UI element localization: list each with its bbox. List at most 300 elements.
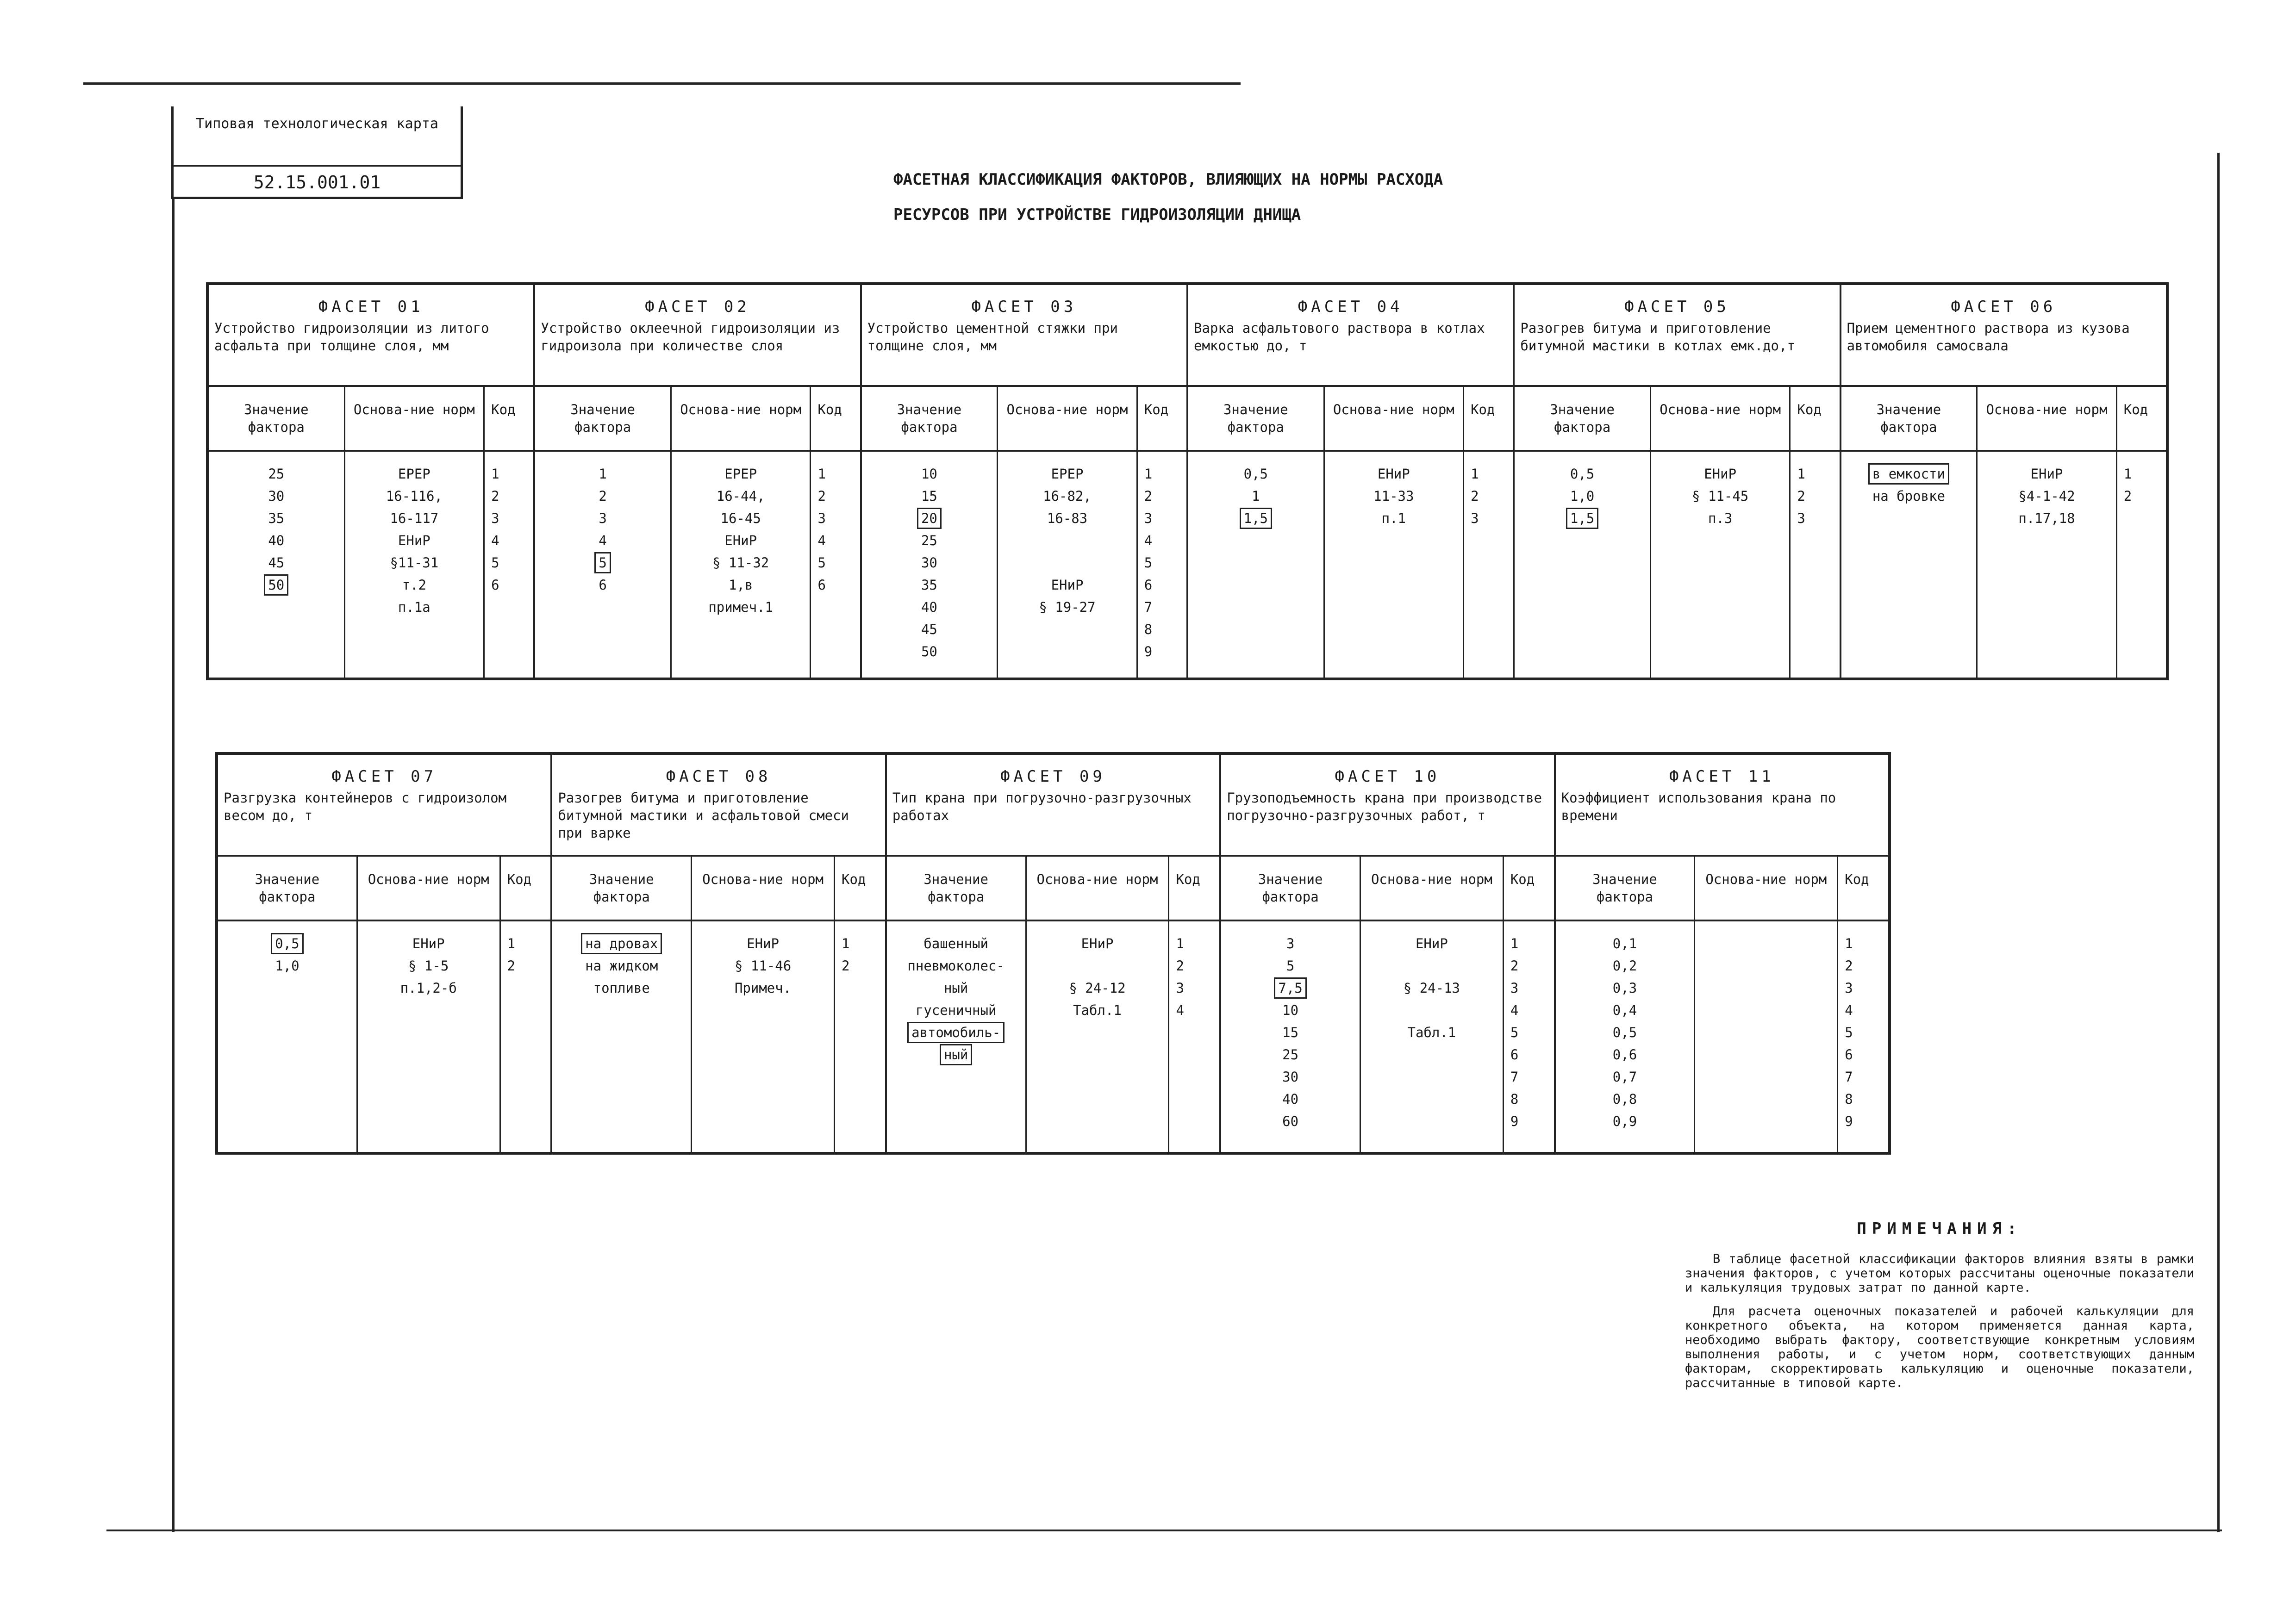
facet-02	[535, 285, 861, 678]
values-column	[1841, 452, 1978, 678]
column-header-value: Значение фактора	[1556, 857, 1696, 920]
facet-title: ФАСЕТ 10	[1335, 767, 1441, 786]
basis-line: 16-82,	[1043, 488, 1092, 504]
column-header-value: Значение фактора	[862, 387, 998, 450]
basis-line: §4-1-42	[2018, 488, 2075, 504]
basis-line: Примеч.	[734, 980, 792, 996]
column-header-value: Значение фактора	[1188, 387, 1325, 450]
code-value: 7	[1144, 599, 1153, 615]
facet-description: Устройство гидроизоляции из литого асфальта при толщине слоя, мм	[214, 320, 489, 354]
facet-description: Коэффициент использования крана по времени	[1561, 790, 1836, 823]
facet-description: Разогрев битума и приготовление битумной мастики в котлах емк.до,т	[1520, 320, 1795, 354]
code-value: 4	[1144, 533, 1153, 548]
basis-column	[1978, 452, 2117, 678]
values-column	[1556, 921, 1696, 1152]
basis-line: § 24-13	[1403, 980, 1460, 996]
factor-value: 4	[599, 533, 607, 548]
facet-description: Разогрев битума и приготовление битумной мастики и асфальтовой смеси при варке	[558, 790, 849, 841]
code-value: 1	[817, 466, 826, 482]
code-value: 2	[507, 958, 516, 974]
facet-body	[1841, 452, 2166, 678]
column-header-code: Код	[507, 871, 532, 887]
code-value: 2	[817, 488, 826, 504]
code-value: 6	[491, 577, 499, 593]
code-value: 5	[817, 555, 826, 571]
code-value: 6	[1845, 1047, 1853, 1063]
basis-line: § 11-46	[734, 958, 792, 974]
code-value: 1	[1176, 936, 1184, 951]
column-header-code: Код	[842, 871, 866, 887]
code-value: 4	[1510, 1002, 1519, 1018]
facet-title: ФАСЕТ 02	[645, 298, 750, 316]
code-value: 4	[1845, 1002, 1853, 1018]
facet-header	[1556, 755, 1888, 857]
factor-value: 0,5	[1243, 466, 1268, 482]
basis-line: ЕНиР	[412, 936, 445, 951]
values-column	[1188, 452, 1325, 678]
factor-value: 7,5	[1274, 977, 1306, 999]
factor-value: 40	[1282, 1091, 1299, 1107]
factor-value: 0,7	[1612, 1069, 1637, 1085]
factor-value: на бровке	[1872, 488, 1945, 504]
code-value: 3	[1144, 510, 1153, 526]
factor-value: на жидком	[585, 958, 658, 974]
code-value: 2	[1144, 488, 1153, 504]
factor-value: 50	[921, 644, 937, 659]
facet-column-headers	[209, 387, 533, 452]
code-value: 3	[1845, 980, 1853, 996]
basis-line: ЕНиР	[1415, 936, 1448, 951]
column-header-code: Код	[491, 402, 516, 417]
facet-03	[862, 285, 1188, 678]
basis-line: ЕНиР	[2030, 466, 2063, 482]
code-value: 3	[1471, 510, 1479, 526]
factor-value: топливе	[593, 980, 650, 996]
stamp-code: 52.15.001.01	[253, 172, 381, 193]
facet-title: ФАСЕТ 08	[666, 767, 772, 786]
facet-header	[218, 755, 550, 857]
factor-value: 0,5	[1612, 1025, 1637, 1040]
values-column	[535, 452, 672, 678]
factor-value: башенный	[923, 936, 989, 951]
values-column	[552, 921, 692, 1152]
top-border	[83, 82, 1241, 85]
code-value: 1	[507, 936, 516, 951]
factor-value: 1,5	[1566, 508, 1598, 529]
column-header-value: Значение фактора	[218, 857, 358, 920]
factor-value: 40	[921, 599, 937, 615]
facet-column-headers	[1515, 387, 1839, 452]
facet-column-headers	[1841, 387, 2166, 452]
factor-value: 45	[268, 555, 285, 571]
basis-line: 1,в	[728, 577, 753, 593]
column-header-code: Код	[1144, 402, 1169, 417]
document-title-line1: ФАСЕТНАЯ КЛАССИФИКАЦИЯ ФАКТОРОВ, ВЛИЯЮЩИХ НА НОРМЫ РАСХОДА	[893, 170, 1443, 189]
codes-column	[1504, 921, 1554, 1152]
code-value: 6	[1510, 1047, 1519, 1063]
basis-line: п.3	[1708, 510, 1733, 526]
column-header-code: Код	[817, 402, 842, 417]
facet-header	[535, 285, 860, 387]
basis-column	[1651, 452, 1791, 678]
basis-line: ЕНиР	[1704, 466, 1737, 482]
code-value: 2	[842, 958, 850, 974]
document-title	[893, 162, 1588, 232]
facet-title: ФАСЕТ 11	[1669, 767, 1775, 786]
code-value: 8	[1845, 1091, 1853, 1107]
factor-value: ный	[943, 980, 968, 996]
codes-column	[1138, 452, 1186, 678]
title-stamp	[171, 106, 463, 199]
facet-body	[209, 452, 533, 678]
column-header-basis: Основа-ние норм	[1361, 857, 1504, 920]
code-value: 4	[817, 533, 826, 548]
basis-line: 16-45	[720, 510, 761, 526]
facet-07	[218, 755, 552, 1152]
basis-line: § 19-27	[1039, 599, 1096, 615]
notes-heading: ПРИМЕЧАНИЯ:	[1857, 1219, 2022, 1238]
code-value: 5	[491, 555, 499, 571]
notes-paragraph-1: В таблице фасетной классификации факторов влияния взяты в рамки значения факторов, с учетом которых рассчитаны оценочные показатели и калькуляция трудовых затрат по данной карте.	[1685, 1252, 2194, 1295]
factor-value: 35	[921, 577, 937, 593]
right-border	[2217, 153, 2220, 1532]
facet-title: ФАСЕТ 07	[331, 767, 437, 786]
code-value: 4	[491, 533, 499, 548]
facet-table-row2	[215, 752, 1891, 1155]
factor-value: ный	[940, 1044, 972, 1065]
codes-column	[811, 452, 860, 678]
factor-value: в емкости	[1868, 463, 1949, 485]
code-value: 2	[1845, 958, 1853, 974]
basis-line: п.1,2-б	[400, 980, 457, 996]
code-value: 7	[1845, 1069, 1853, 1085]
factor-value: 1,0	[1570, 488, 1595, 504]
factor-value: 3	[1286, 936, 1295, 951]
facet-09	[887, 755, 1221, 1152]
code-value: 6	[817, 577, 826, 593]
column-header-value: Значение фактора	[535, 387, 672, 450]
column-header-basis: Основа-ние норм	[1978, 387, 2117, 450]
basis-line: 11-33	[1373, 488, 1414, 504]
basis-line: § 1-5	[408, 958, 449, 974]
factor-value: 30	[1282, 1069, 1299, 1085]
factor-value: 15	[921, 488, 937, 504]
code-value: 1	[1797, 466, 1805, 482]
code-value: 3	[1797, 510, 1805, 526]
facet-header	[1188, 285, 1513, 387]
codes-column	[501, 921, 551, 1152]
factor-value: 5	[594, 552, 611, 573]
facet-column-headers	[1556, 857, 1888, 921]
facet-header	[1515, 285, 1839, 387]
codes-column	[1169, 921, 1219, 1152]
facet-title: ФАСЕТ 05	[1624, 298, 1730, 316]
codes-column	[2117, 452, 2166, 678]
facet-body	[535, 452, 860, 678]
code-value: 3	[1510, 980, 1519, 996]
basis-line: § 24-12	[1069, 980, 1126, 996]
basis-line: ЕРЕР	[398, 466, 430, 482]
basis-line: ЕНиР	[1081, 936, 1114, 951]
factor-value: 0,6	[1612, 1047, 1637, 1063]
facet-body	[552, 921, 885, 1152]
facet-table-row1	[206, 282, 2169, 680]
code-value: 9	[1144, 644, 1153, 659]
basis-column	[1361, 921, 1504, 1152]
facet-body	[862, 452, 1186, 678]
facet-05	[1515, 285, 1841, 678]
column-header-code: Код	[1797, 402, 1822, 417]
facet-body	[887, 921, 1219, 1152]
facet-title: ФАСЕТ 06	[1951, 298, 2057, 316]
basis-line: Табл.1	[1407, 1025, 1456, 1040]
basis-column	[358, 921, 501, 1152]
factor-value: 1	[1252, 488, 1260, 504]
column-header-value: Значение фактора	[1221, 857, 1361, 920]
basis-column	[672, 452, 811, 678]
basis-line	[1003, 529, 1132, 552]
code-value: 2	[1176, 958, 1184, 974]
values-column	[1515, 452, 1651, 678]
factor-value: 50	[264, 574, 288, 596]
code-value: 9	[1845, 1113, 1853, 1129]
facet-body	[218, 921, 550, 1152]
codes-column	[1838, 921, 1888, 1152]
facet-header	[1221, 755, 1554, 857]
factor-value: 20	[917, 508, 942, 529]
facet-column-headers	[862, 387, 1186, 452]
basis-line	[1003, 552, 1132, 574]
facet-column-headers	[1221, 857, 1554, 921]
basis-line: 16-44,	[716, 488, 765, 504]
values-column	[1221, 921, 1361, 1152]
basis-line: Табл.1	[1073, 1002, 1122, 1018]
column-header-basis: Основа-ние норм	[1695, 857, 1838, 920]
factor-value: 0,4	[1612, 1002, 1637, 1018]
code-value: 2	[1797, 488, 1805, 504]
code-value: 5	[1510, 1025, 1519, 1040]
facet-description: Устройство цементной стяжки при толщине слоя, мм	[867, 320, 1118, 354]
bottom-border	[106, 1530, 2222, 1531]
facet-body	[1556, 921, 1888, 1152]
facet-header	[1841, 285, 2166, 387]
factor-value: 3	[599, 510, 607, 526]
column-header-code: Код	[2123, 402, 2148, 417]
code-value: 9	[1510, 1113, 1519, 1129]
factor-value: 25	[921, 533, 937, 548]
code-value: 1	[1144, 466, 1153, 482]
column-header-basis: Основа-ние норм	[672, 387, 811, 450]
facet-column-headers	[535, 387, 860, 452]
column-header-basis: Основа-ние норм	[345, 387, 485, 450]
factor-value: 5	[1286, 958, 1295, 974]
stamp-title: Типовая технологическая карта	[174, 106, 461, 167]
facet-title: ФАСЕТ 03	[971, 298, 1077, 316]
facet-06	[1841, 285, 2166, 678]
factor-value: 10	[921, 466, 937, 482]
factor-value: 0,2	[1612, 958, 1637, 974]
code-value: 4	[1176, 1002, 1184, 1018]
basis-column	[998, 452, 1138, 678]
factor-value: 60	[1282, 1113, 1299, 1129]
factor-value: автомобиль-	[907, 1022, 1004, 1043]
facet-column-headers	[887, 857, 1219, 921]
column-header-basis: Основа-ние норм	[998, 387, 1138, 450]
column-header-code: Код	[1471, 402, 1495, 417]
facet-description: Разгрузка контейнеров с гидроизолом весом до, т	[224, 790, 507, 823]
code-value: 8	[1510, 1091, 1519, 1107]
factor-value: 0,5	[271, 933, 303, 954]
basis-column	[692, 921, 835, 1152]
basis-column	[1027, 921, 1170, 1152]
basis-line: п.1	[1381, 510, 1406, 526]
column-header-code: Код	[1510, 871, 1535, 887]
basis-line: т.2	[402, 577, 427, 593]
code-value: 1	[842, 936, 850, 951]
document-title-line2: РЕСУРСОВ ПРИ УСТРОЙСТВЕ ГИДРОИЗОЛЯЦИИ ДНИЩА	[893, 205, 1301, 224]
facet-description: Устройство оклеечной гидроизоляции из гидроизола при количестве слоя	[541, 320, 840, 354]
factor-value: 30	[921, 555, 937, 571]
factor-value: 45	[921, 622, 937, 637]
column-header-value: Значение фактора	[887, 857, 1027, 920]
basis-column	[345, 452, 485, 678]
code-value: 5	[1144, 555, 1153, 571]
factor-value: 0,1	[1612, 936, 1637, 951]
basis-line: п.1а	[398, 599, 430, 615]
basis-line: ЕНиР	[747, 936, 779, 951]
code-value: 2	[1471, 488, 1479, 504]
factor-value: 35	[268, 510, 285, 526]
column-header-value: Значение фактора	[1841, 387, 1978, 450]
code-value: 1	[1510, 936, 1519, 951]
basis-line: п.17,18	[2018, 510, 2075, 526]
factor-value: гусеничный	[915, 1002, 997, 1018]
code-value: 1	[491, 466, 499, 482]
facet-header	[552, 755, 885, 857]
code-value: 3	[491, 510, 499, 526]
code-value: 3	[817, 510, 826, 526]
basis-line: ЕНиР	[398, 533, 430, 548]
code-value: 3	[1176, 980, 1184, 996]
basis-line: § 11-45	[1692, 488, 1749, 504]
factor-value: 0,8	[1612, 1091, 1637, 1107]
factor-value: 0,5	[1570, 466, 1595, 482]
code-value: 5	[1845, 1025, 1853, 1040]
facet-08	[552, 755, 886, 1152]
basis-line: ЕРЕР	[1051, 466, 1084, 482]
basis-line: примеч.1	[708, 599, 773, 615]
facet-10	[1221, 755, 1555, 1152]
basis-line: ЕРЕР	[724, 466, 757, 482]
codes-column	[1791, 452, 1839, 678]
basis-line	[1366, 999, 1498, 1021]
column-header-value: Значение фактора	[209, 387, 345, 450]
facet-04	[1188, 285, 1515, 678]
facet-body	[1188, 452, 1513, 678]
basis-line: ЕНиР	[1377, 466, 1410, 482]
column-header-value: Значение фактора	[552, 857, 692, 920]
facet-description: Тип крана при погрузочно-разгрузочных работах	[892, 790, 1192, 823]
facet-body	[1221, 921, 1554, 1152]
code-value: 2	[2123, 488, 2132, 504]
factor-value: 10	[1282, 1002, 1299, 1018]
factor-value: 1	[599, 466, 607, 482]
factor-value: 0,9	[1612, 1113, 1637, 1129]
basis-line: §11-31	[390, 555, 439, 571]
column-header-basis: Основа-ние норм	[1027, 857, 1170, 920]
code-value: 1	[1471, 466, 1479, 482]
codes-column	[1464, 452, 1513, 678]
factor-value: 0,3	[1612, 980, 1637, 996]
facet-description: Грузоподъемность крана при производстве погрузочно-разгрузочных работ, т	[1227, 790, 1542, 823]
basis-line	[1031, 955, 1164, 977]
factor-value: 15	[1282, 1025, 1299, 1040]
basis-line: ЕНиР	[1051, 577, 1084, 593]
values-column	[209, 452, 345, 678]
basis-line: ЕНиР	[724, 533, 757, 548]
codes-column	[485, 452, 533, 678]
facet-description: Варка асфальтового раствора в котлах емкостью до, т	[1193, 320, 1485, 354]
values-column	[887, 921, 1027, 1152]
basis-line: 16-83	[1047, 510, 1088, 526]
factor-value: 25	[1282, 1047, 1299, 1063]
factor-value: 40	[268, 533, 285, 548]
code-value: 8	[1144, 622, 1153, 637]
factor-value: на дровах	[581, 933, 662, 954]
facet-title: ФАСЕТ 01	[318, 298, 424, 316]
code-value: 1	[1845, 936, 1853, 951]
facet-header	[862, 285, 1186, 387]
facet-header	[887, 755, 1219, 857]
notes	[1685, 1219, 2194, 1399]
factor-value: 30	[268, 488, 285, 504]
facet-column-headers	[552, 857, 885, 921]
facet-title: ФАСЕТ 09	[1000, 767, 1106, 786]
facet-description: Прием цементного раствора из кузова автомобиля самосвала	[1847, 320, 2130, 354]
factor-value: 25	[268, 466, 285, 482]
factor-value: 1,0	[275, 958, 299, 974]
facet-01	[209, 285, 535, 678]
factor-value: 6	[599, 577, 607, 593]
basis-line: 16-116,	[386, 488, 443, 504]
basis-line: 16-117	[390, 510, 439, 526]
facet-column-headers	[218, 857, 550, 921]
code-value: 2	[491, 488, 499, 504]
column-header-basis: Основа-ние норм	[358, 857, 501, 920]
facet-header	[209, 285, 533, 387]
column-header-basis: Основа-ние норм	[692, 857, 835, 920]
basis-column	[1325, 452, 1465, 678]
values-column	[862, 452, 998, 678]
basis-column	[1695, 921, 1838, 1152]
notes-paragraph-2: Для расчета оценочных показателей и рабочей калькуляции для конкретного объекта, на котором применяется данная карта, необходимо выбрать фактору, соответствующие конкретным условиям выполнения работы, и с учетом норм, соответствующих данным факторам, скорректировать калькуляцию и оценочные показатели, рассчитанные в типовой карте.	[1685, 1304, 2194, 1390]
column-header-code: Код	[1845, 871, 1869, 887]
column-header-value: Значение фактора	[1515, 387, 1651, 450]
facet-column-headers	[1188, 387, 1513, 452]
factor-value: 2	[599, 488, 607, 504]
left-border	[172, 199, 175, 1532]
code-value: 2	[1510, 958, 1519, 974]
code-value: 6	[1144, 577, 1153, 593]
factor-value: пневмоколес-	[907, 958, 1004, 974]
basis-line	[1366, 955, 1498, 977]
column-header-code: Код	[1176, 871, 1200, 887]
factor-value: 1,5	[1240, 508, 1272, 529]
code-value: 1	[2123, 466, 2132, 482]
facet-11	[1556, 755, 1888, 1152]
column-header-basis: Основа-ние норм	[1651, 387, 1791, 450]
codes-column	[835, 921, 885, 1152]
